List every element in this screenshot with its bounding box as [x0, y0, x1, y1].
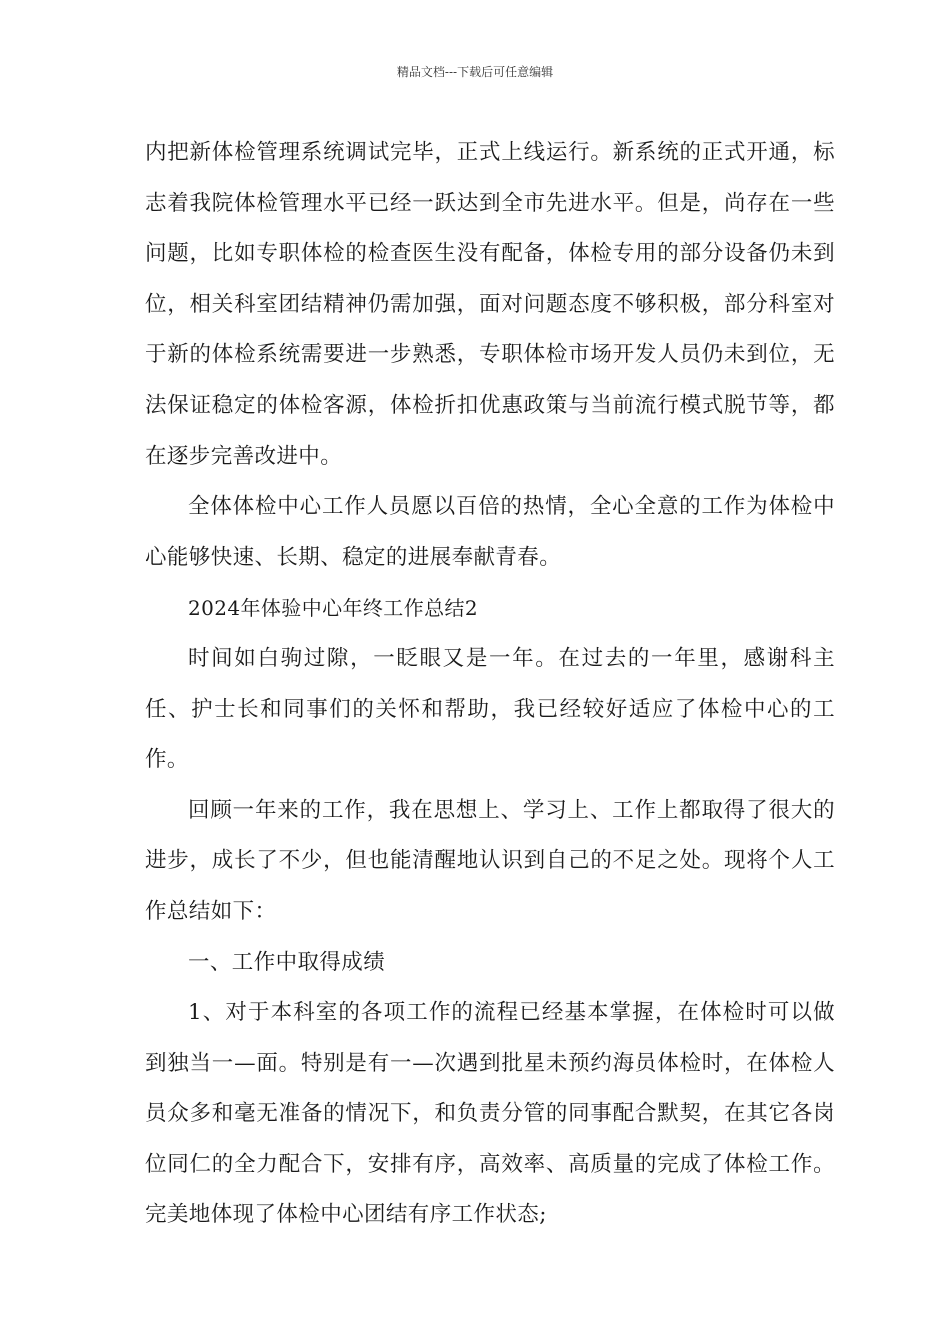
- subsection-heading: 一、工作中取得成绩: [188, 949, 386, 975]
- paragraph-continuation: 内把新体检管理系统调试完毕，正式上线运行。新系统的正式开通，标志着我院体检管理水平已经一跃达到全市先进水平。但是，尚存在一些问题，比如专职体检的检查医生没有配备，体检专用的部分设备仍未到位，相关科室团结精神仍需加强，面对问题态度不够积极，部分科室对于新的体检系统需要进一步熟悉，专职体检市场开发人员仍未到位，无法保证稳定的体检客源，体检折扣优惠政策与当前流行模式脱节等，都在逐步完善改进中。: [145, 140, 835, 469]
- document-body: [145, 128, 835, 1241]
- paragraph-intro: 时间如白驹过隙，一眨眼又是一年。在过去的一年里，感谢科主任、护士长和同事们的关怀和帮助，我已经较好适应了体检中心的工作。: [145, 645, 835, 773]
- section-title: 2024年体验中心年终工作总结2: [188, 596, 479, 621]
- paragraph-achievement-1: 1、对于本科室的各项工作的流程已经基本掌握，在体检时可以做到独当一—面。特别是有一—次遇到批星未预约海员体检时，在体检人员众多和毫无准备的情况下，和负责分管的同事配合默契，在其它各岗位同仁的全力配合下，安排有序，高效率、高质量的完成了体检工作。完美地体现了体检中心团结有序工作状态;: [145, 1000, 835, 1228]
- paragraph-dedication: 全体体检中心工作人员愿以百倍的热情，全心全意的工作为体检中心能够快速、长期、稳定的进展奉献青春。: [145, 494, 835, 570]
- page-header: 精品文档---下载后可任意编辑: [396, 65, 554, 79]
- paragraph-review: 回顾一年来的工作，我在思想上、学习上、工作上都取得了很大的进步，成长了不少，但也能清醒地认识到自己的不足之处。现将个人工作总结如下：: [145, 797, 835, 924]
